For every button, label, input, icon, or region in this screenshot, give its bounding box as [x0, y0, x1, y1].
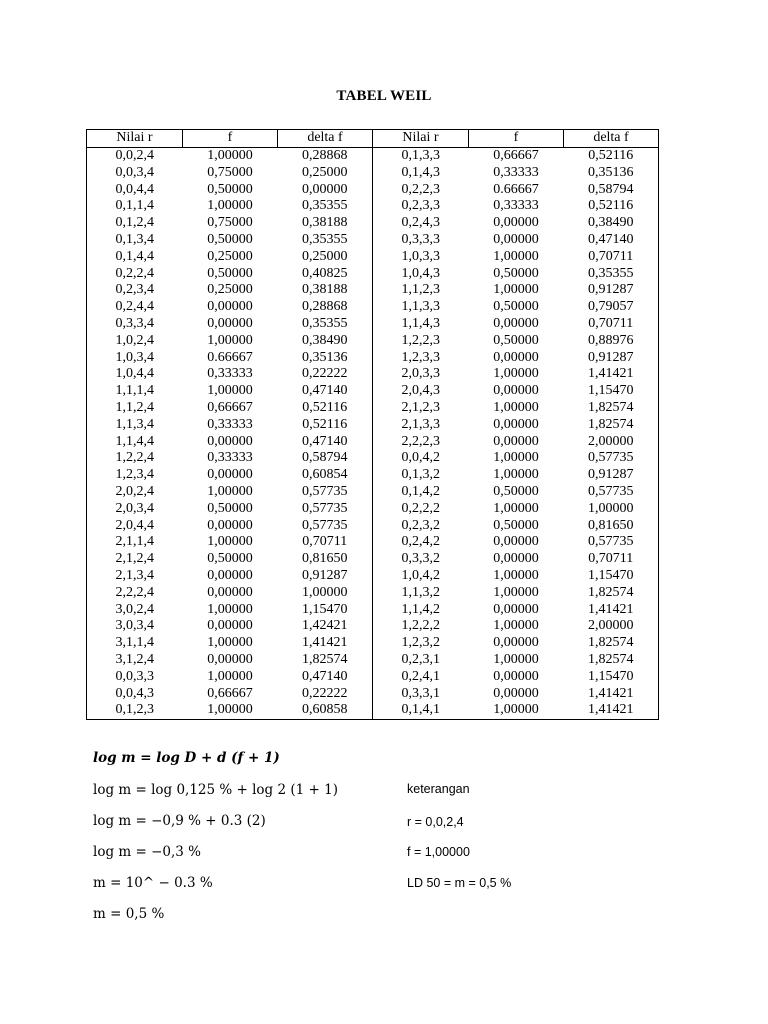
cell-delta-f: 0,57735 [564, 450, 659, 467]
cell-delta-f: 1,15470 [564, 383, 659, 400]
cell-f: 0,25000 [207, 282, 253, 298]
cell-delta-f: 1,41421 [564, 686, 659, 703]
cell-delta-f: 0,70711 [564, 316, 659, 333]
cell-nilai-r: 1,0,4,2 [401, 567, 440, 583]
table-row [87, 249, 659, 266]
cell-nilai-r: 0,2,3,3 [401, 198, 440, 214]
cell-f: 0,50000 [493, 483, 539, 499]
note-item: LD 50 = m = 0,5 % [407, 876, 512, 890]
table-row [87, 198, 659, 215]
cell-delta-f: 0,81650 [278, 551, 373, 568]
cell-nilai-r: 0,1,2,3 [87, 702, 183, 719]
cell-nilai-r: 1,2,2,4 [87, 450, 183, 467]
cell-delta-f: 0,35355 [278, 316, 373, 333]
cell-delta-f: 1,82574 [564, 635, 659, 652]
cell-f: 1,00000 [469, 702, 564, 719]
cell-f: 0,00000 [493, 215, 539, 231]
cell-nilai-r: 0,0,4,3 [87, 686, 183, 703]
cell-delta-f: 0,00000 [278, 182, 373, 199]
cell-f: 0,75000 [207, 164, 253, 180]
document-title: TABEL WEIL [336, 88, 432, 104]
cell-delta-f: 0,52116 [278, 417, 373, 434]
cell-nilai-r: 1,1,3,3 [401, 299, 440, 315]
cell-nilai-r: 0,2,2,4 [87, 266, 183, 283]
cell-nilai-r: 2,0,2,4 [87, 484, 183, 501]
cell-delta-f: 0,38188 [278, 282, 373, 299]
cell-nilai-r: 0,0,4,2 [401, 450, 440, 466]
cell-f: 0,33333 [207, 366, 253, 382]
cell-f: 0,00000 [493, 685, 539, 701]
cell-delta-f: 1,82574 [278, 652, 373, 669]
cell-nilai-r: 2,1,3,3 [401, 416, 440, 432]
cell-delta-f: 0,52116 [278, 400, 373, 417]
cell-f: 0,00000 [207, 299, 253, 315]
header-nilai-r-2: Nilai r [373, 130, 469, 148]
cell-f: 0,00000 [493, 601, 539, 617]
cell-delta-f: 0,40825 [278, 266, 373, 283]
cell-delta-f: 0,57735 [564, 484, 659, 501]
cell-f: 0,00000 [493, 534, 539, 550]
table-row [87, 635, 659, 652]
cell-f: 1,00000 [207, 601, 253, 617]
cell-f: 0,00000 [207, 315, 253, 331]
table-row [87, 518, 659, 535]
cell-f: 1,00000 [493, 500, 539, 516]
cell-delta-f: 1,41421 [564, 366, 659, 383]
table-row [87, 417, 659, 434]
cell-f: 0,33333 [207, 450, 253, 466]
cell-nilai-r: 1,1,4,3 [401, 315, 440, 331]
cell-f: 0,00000 [207, 567, 253, 583]
table-row [87, 165, 659, 182]
cell-delta-f: 0,47140 [564, 232, 659, 249]
table-row [87, 551, 659, 568]
cell-delta-f: 0,38490 [278, 333, 373, 350]
cell-f: 0,00000 [493, 668, 539, 684]
cell-f: 0,25000 [207, 248, 253, 264]
cell-nilai-r: 0,3,3,1 [401, 685, 440, 701]
cell-delta-f: 0,70711 [564, 249, 659, 266]
formula-line: log m = log 0,125 % + log 2 (1 + 1) [93, 782, 338, 798]
cell-nilai-r: 2,2,2,3 [401, 433, 440, 449]
cell-f: 1,00000 [493, 282, 539, 298]
cell-nilai-r: 1,0,4,3 [401, 265, 440, 281]
table-row [87, 669, 659, 686]
header-f-1: f [183, 130, 278, 148]
cell-delta-f: 0,47140 [278, 383, 373, 400]
formula-line: log m = −0,9 % + 0.3 (2) [93, 813, 266, 829]
cell-delta-f: 0,35136 [278, 350, 373, 367]
cell-delta-f: 0,88976 [564, 333, 659, 350]
cell-f: 1,00000 [207, 383, 253, 399]
cell-f: 1,00000 [493, 450, 539, 466]
cell-nilai-r: 1,1,2,3 [401, 282, 440, 298]
cell-nilai-r: 0,0,2,4 [87, 148, 183, 165]
cell-delta-f: 0,22222 [278, 686, 373, 703]
formula-line: log m = log D + d (f + 1) [93, 750, 280, 766]
table-row [87, 350, 659, 367]
cell-nilai-r: 2,1,3,4 [87, 568, 183, 585]
cell-f: 1,00000 [183, 702, 278, 719]
cell-delta-f: 0,28868 [278, 148, 373, 165]
cell-f: 1,00000 [493, 618, 539, 634]
notes-heading: keterangan [407, 782, 470, 796]
cell-delta-f: 1,42421 [278, 618, 373, 635]
cell-nilai-r: 1,2,3,3 [401, 349, 440, 365]
table-row [87, 266, 659, 283]
cell-nilai-r: 0,0,3,3 [87, 669, 183, 686]
cell-delta-f: 1,82574 [564, 400, 659, 417]
cell-f: 0,66667 [207, 399, 253, 415]
cell-nilai-r: 2,0,4,4 [87, 518, 183, 535]
table-row [87, 501, 659, 518]
cell-f: 0,00000 [493, 315, 539, 331]
table-row [87, 702, 659, 719]
cell-nilai-r: 1,1,4,2 [401, 601, 440, 617]
cell-f: 0,75000 [207, 215, 253, 231]
cell-f: 0,50000 [207, 231, 253, 247]
cell-nilai-r: 0,3,3,2 [401, 551, 440, 567]
cell-f: 0,50000 [493, 265, 539, 281]
cell-delta-f: 1,82574 [564, 652, 659, 669]
cell-nilai-r: 2,0,4,3 [401, 383, 440, 399]
table-row [87, 148, 659, 165]
cell-delta-f: 0,35136 [564, 165, 659, 182]
table-row [87, 534, 659, 551]
cell-nilai-r: 0,3,3,3 [401, 231, 440, 247]
cell-delta-f: 0,60854 [278, 467, 373, 484]
cell-f: 1,00000 [493, 467, 539, 483]
table-row [87, 215, 659, 232]
cell-nilai-r: 2,0,3,3 [401, 366, 440, 382]
cell-delta-f: 0,58794 [564, 182, 659, 199]
cell-delta-f: 0,91287 [564, 350, 659, 367]
cell-nilai-r: 1,2,2,3 [401, 332, 440, 348]
cell-delta-f: 0,47140 [278, 669, 373, 686]
table-row [87, 585, 659, 602]
cell-f: 0,50000 [493, 299, 539, 315]
cell-delta-f: 0,60858 [278, 702, 373, 719]
cell-delta-f: 0,25000 [278, 249, 373, 266]
cell-nilai-r: 1,1,3,2 [401, 584, 440, 600]
header-delta-f-1: delta f [278, 130, 373, 148]
cell-delta-f: 1,15470 [278, 602, 373, 619]
table-row [87, 434, 659, 451]
table-row [87, 450, 659, 467]
cell-f: 0,33333 [207, 416, 253, 432]
cell-f: 0,00000 [207, 467, 253, 483]
table-row [87, 182, 659, 199]
cell-f: 1,00000 [493, 248, 539, 264]
cell-delta-f: 1,15470 [564, 669, 659, 686]
cell-delta-f: 0,28868 [278, 299, 373, 316]
cell-delta-f: 1,15470 [564, 568, 659, 585]
cell-f: 0,00000 [207, 517, 253, 533]
table-row [87, 652, 659, 669]
note-item: r = 0,0,2,4 [407, 815, 464, 829]
cell-f: 0,50000 [207, 181, 253, 197]
cell-delta-f: 1,00000 [564, 501, 659, 518]
cell-f: 1,00000 [207, 483, 253, 499]
cell-f: 0,50000 [207, 265, 253, 281]
weil-table [86, 129, 659, 720]
cell-f: 0,33333 [493, 198, 539, 214]
table-row [87, 383, 659, 400]
cell-delta-f: 0,47140 [278, 434, 373, 451]
cell-f: 0,00000 [207, 584, 253, 600]
cell-nilai-r: 1,0,2,4 [87, 333, 183, 350]
cell-nilai-r: 0,1,3,4 [87, 232, 183, 249]
cell-f: 1,00000 [493, 584, 539, 600]
cell-f: 0,66667 [493, 148, 539, 163]
cell-nilai-r: 0,2,4,3 [401, 215, 440, 231]
cell-f: 0,00000 [207, 433, 253, 449]
cell-nilai-r: 2,2,2,4 [87, 585, 183, 602]
cell-nilai-r: 1,1,1,4 [87, 383, 183, 400]
cell-delta-f: 0,81650 [564, 518, 659, 535]
cell-f: 0,00000 [207, 651, 253, 667]
cell-nilai-r: 0,2,2,3 [401, 181, 440, 197]
cell-f: 0,66667 [207, 685, 253, 701]
cell-nilai-r: 3,0,3,4 [87, 618, 183, 635]
table-row [87, 484, 659, 501]
cell-delta-f: 0,35355 [278, 198, 373, 215]
cell-nilai-r: 0,1,4,3 [401, 164, 440, 180]
cell-nilai-r: 0,1,4,2 [401, 483, 440, 499]
cell-f: 0,33333 [493, 164, 539, 180]
cell-delta-f: 0,91287 [564, 467, 659, 484]
cell-delta-f: 0,58794 [278, 450, 373, 467]
cell-f: 1,00000 [493, 366, 539, 382]
cell-f: 0,00000 [493, 433, 539, 449]
cell-delta-f: 0,70711 [278, 534, 373, 551]
cell-delta-f: 0,57735 [278, 518, 373, 535]
cell-nilai-r: 0,1,3,2 [401, 467, 440, 483]
cell-nilai-r: 1,0,3,4 [87, 350, 183, 367]
cell-f: 0,50000 [207, 551, 253, 567]
cell-delta-f: 1,82574 [564, 417, 659, 434]
cell-nilai-r: 2,0,3,4 [87, 501, 183, 518]
cell-nilai-r: 0,2,4,4 [87, 299, 183, 316]
cell-nilai-r: 0,0,3,4 [87, 165, 183, 182]
cell-f: 0.66667 [207, 349, 253, 365]
cell-f: 0.66667 [493, 181, 539, 197]
cell-nilai-r: 1,2,3,4 [87, 467, 183, 484]
cell-delta-f: 0,52116 [564, 148, 659, 165]
cell-nilai-r: 0,1,2,4 [87, 215, 183, 232]
cell-delta-f: 0,22222 [278, 366, 373, 383]
table-row [87, 232, 659, 249]
cell-f: 1,00000 [493, 651, 539, 667]
cell-f: 0,00000 [207, 618, 253, 634]
cell-nilai-r: 1,0,4,4 [87, 366, 183, 383]
cell-nilai-r: 1,2,2,2 [401, 618, 440, 634]
cell-f: 0,50000 [207, 500, 253, 516]
cell-delta-f: 0,38188 [278, 215, 373, 232]
cell-f: 1,00000 [493, 567, 539, 583]
cell-delta-f: 0,35355 [278, 232, 373, 249]
cell-delta-f: 0,70711 [564, 551, 659, 568]
cell-delta-f: 2,00000 [564, 618, 659, 635]
cell-f: 0,00000 [493, 383, 539, 399]
cell-delta-f: 0,57735 [564, 534, 659, 551]
cell-f: 0,00000 [493, 416, 539, 432]
table-row [87, 686, 659, 703]
cell-nilai-r: 0,1,1,4 [87, 198, 183, 215]
cell-nilai-r: 0,2,4,1 [401, 668, 440, 684]
cell-delta-f: 1,41421 [564, 702, 659, 719]
cell-delta-f: 1,41421 [564, 602, 659, 619]
formula-line: m = 10^ − 0.3 % [93, 875, 213, 891]
cell-nilai-r: 0,1,4,1 [373, 702, 469, 719]
cell-nilai-r: 0,2,2,2 [401, 500, 440, 516]
cell-f: 1,00000 [207, 668, 253, 684]
cell-f: 1,00000 [207, 332, 253, 348]
cell-delta-f: 0,57735 [278, 484, 373, 501]
header-delta-f-2: delta f [564, 130, 659, 148]
table-body [87, 148, 659, 720]
note-item: f = 1,00000 [407, 845, 470, 859]
cell-delta-f: 1,41421 [278, 635, 373, 652]
cell-delta-f: 0,79057 [564, 299, 659, 316]
cell-delta-f: 0,35355 [564, 266, 659, 283]
cell-nilai-r: 2,1,2,4 [87, 551, 183, 568]
cell-nilai-r: 2,1,2,3 [401, 399, 440, 415]
cell-f: 1,00000 [207, 635, 253, 651]
cell-nilai-r: 0,2,3,1 [401, 651, 440, 667]
header-nilai-r-1: Nilai r [87, 130, 183, 148]
cell-nilai-r: 0,0,4,4 [87, 182, 183, 199]
cell-nilai-r: 0,1,3,3 [401, 148, 440, 163]
table-row [87, 618, 659, 635]
cell-nilai-r: 0,2,3,2 [401, 517, 440, 533]
table-row [87, 333, 659, 350]
cell-f: 0,50000 [493, 517, 539, 533]
table-row [87, 316, 659, 333]
table-row [87, 400, 659, 417]
formula-line: log m = −0,3 % [93, 844, 201, 860]
cell-delta-f: 1,82574 [564, 585, 659, 602]
table-header-row [87, 130, 659, 148]
table-row [87, 366, 659, 383]
cell-delta-f: 0,57735 [278, 501, 373, 518]
cell-delta-f: 0,25000 [278, 165, 373, 182]
cell-nilai-r: 3,0,2,4 [87, 602, 183, 619]
table-row [87, 299, 659, 316]
cell-nilai-r: 0,2,4,2 [401, 534, 440, 550]
cell-nilai-r: 3,1,1,4 [87, 635, 183, 652]
cell-nilai-r: 3,1,2,4 [87, 652, 183, 669]
cell-f: 0,00000 [493, 635, 539, 651]
cell-f: 1,00000 [207, 534, 253, 550]
cell-delta-f: 0,38490 [564, 215, 659, 232]
cell-f: 1,00000 [207, 148, 253, 163]
cell-nilai-r: 0,1,4,4 [87, 249, 183, 266]
formula-line: m = 0,5 % [93, 906, 165, 922]
cell-f: 0,00000 [493, 349, 539, 365]
cell-f: 0,00000 [493, 551, 539, 567]
cell-delta-f: 0,52116 [564, 198, 659, 215]
cell-nilai-r: 0,3,3,4 [87, 316, 183, 333]
cell-delta-f: 1,00000 [278, 585, 373, 602]
table-row [87, 282, 659, 299]
cell-nilai-r: 1,1,4,4 [87, 434, 183, 451]
table-row [87, 602, 659, 619]
cell-nilai-r: 1,2,3,2 [401, 635, 440, 651]
cell-f: 0,00000 [493, 231, 539, 247]
header-f-2: f [469, 130, 564, 148]
cell-nilai-r: 0,2,3,4 [87, 282, 183, 299]
cell-delta-f: 2,00000 [564, 434, 659, 451]
cell-nilai-r: 1,1,3,4 [87, 417, 183, 434]
cell-f: 0,50000 [493, 332, 539, 348]
table-row [87, 467, 659, 484]
cell-nilai-r: 2,1,1,4 [87, 534, 183, 551]
cell-f: 1,00000 [207, 198, 253, 214]
cell-nilai-r: 1,1,2,4 [87, 400, 183, 417]
cell-delta-f: 0,91287 [278, 568, 373, 585]
cell-nilai-r: 1,0,3,3 [401, 248, 440, 264]
cell-f: 1,00000 [493, 399, 539, 415]
table-row [87, 568, 659, 585]
cell-delta-f: 0,91287 [564, 282, 659, 299]
